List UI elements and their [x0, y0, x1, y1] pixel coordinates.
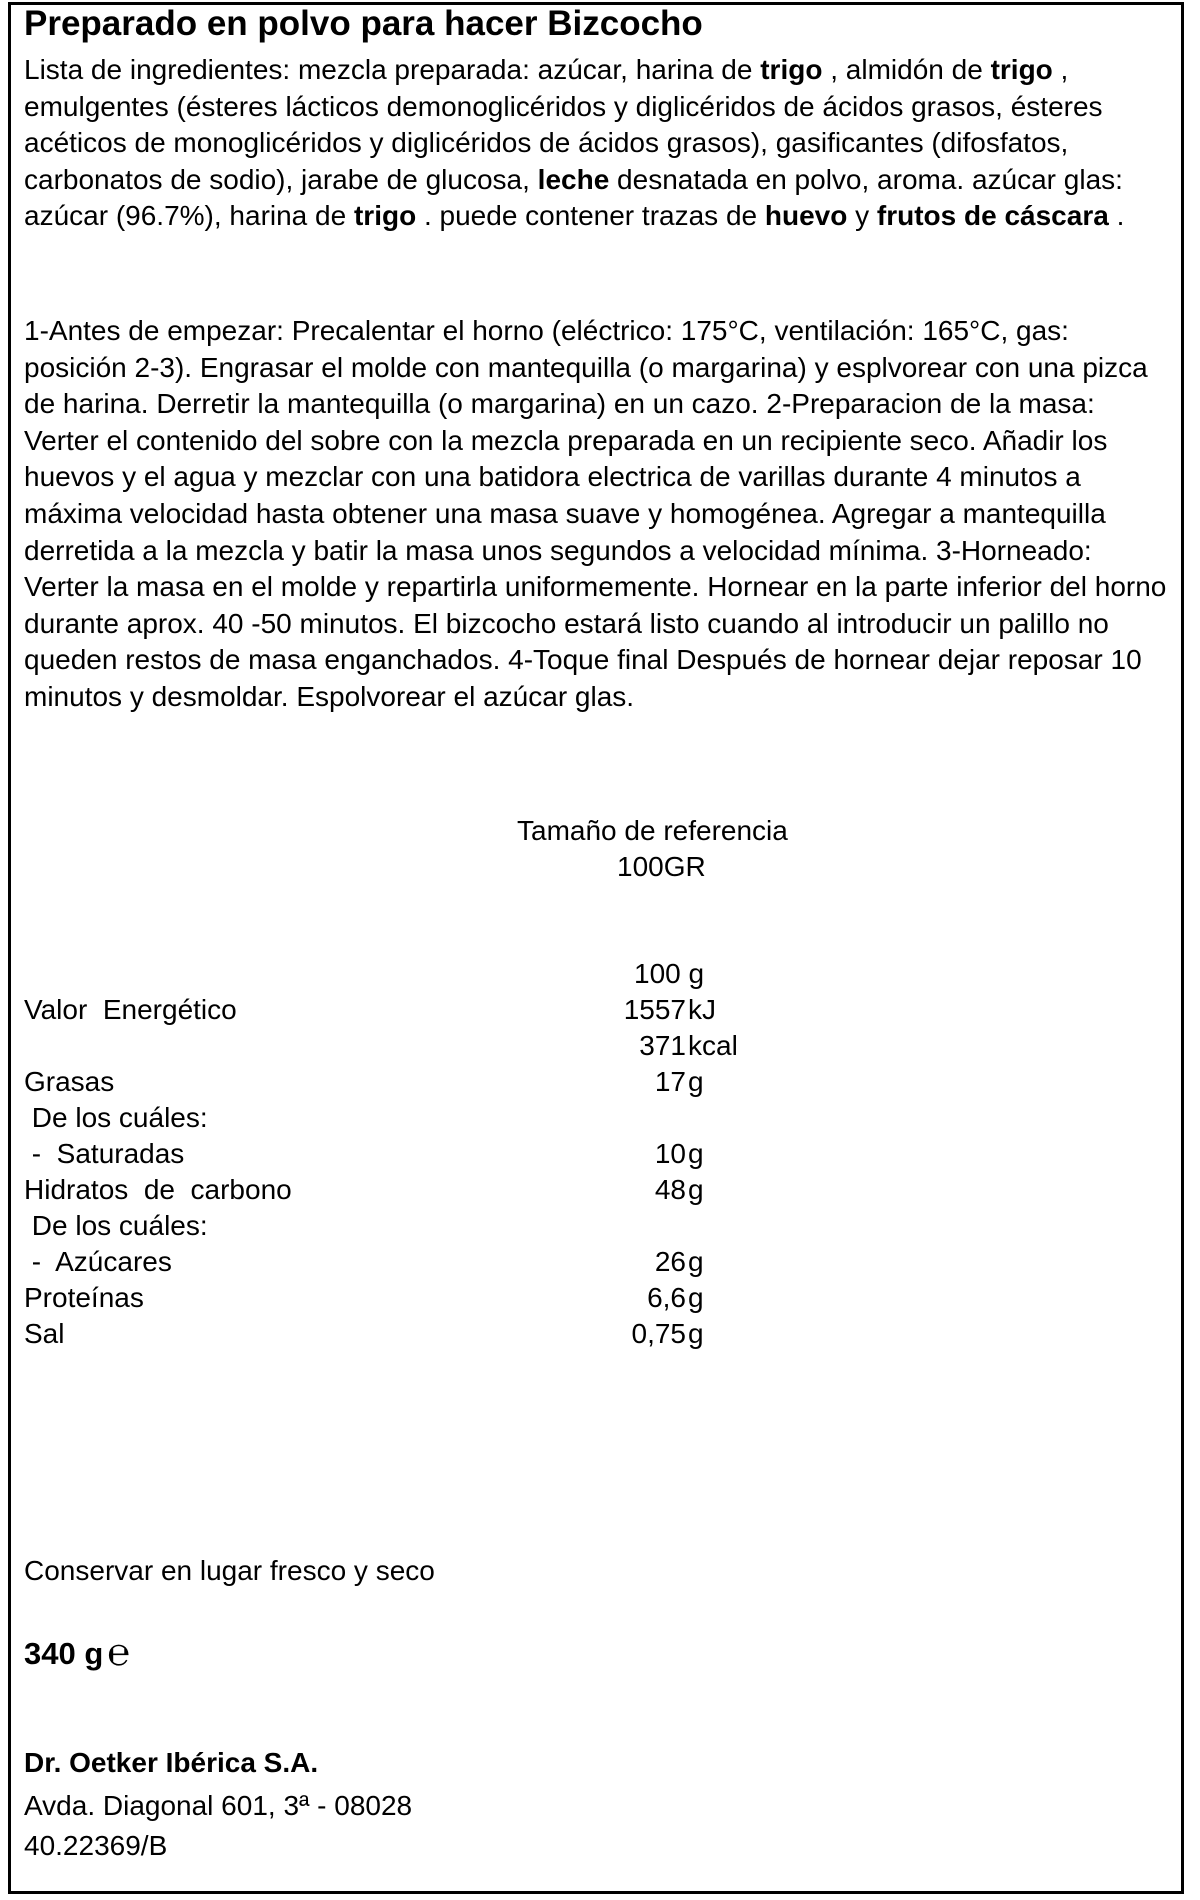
energy-kcal-unit: kcal [688, 1030, 738, 1061]
reference-size-value: 100GR [617, 851, 706, 882]
ingredient-text: , almidón de [822, 54, 991, 85]
allergen-highlight: frutos de cáscara [876, 200, 1109, 232]
product-title: Preparado en polvo para hacer Bizcocho [24, 4, 703, 43]
nutrition-column-header: 100 g [634, 958, 705, 989]
nutrient-value-saturadas: 10 [654, 1138, 686, 1169]
net-weight-value: 340 g [24, 1636, 104, 1671]
ingredient-text: , emulgentes (ésteres lácticos demonoglicéridos y diglicéridos de ácidos grasos, ésteres acéticos de monoglicéridos y diglicéridos de ácidos grasos), gasificantes (difosfatos, carbonatos de sodio), jarabe de glucosa, [24, 54, 1103, 195]
nutrient-value-sal: 0,75 [631, 1318, 686, 1349]
manufacturer-address: Avda. Diagonal 601, 3ª - 08028 [24, 1790, 413, 1821]
allergen-highlight: trigo [760, 54, 823, 85]
nutrient-value-hidratos: 48 [654, 1174, 686, 1205]
label-border [8, 2, 1184, 1894]
ingredient-text: . puede contener trazas de [416, 200, 765, 232]
allergen-highlight: trigo [990, 54, 1053, 85]
nutrient-value-azucares: 26 [654, 1246, 686, 1277]
nutrient-value-proteinas: 6,6 [647, 1282, 686, 1313]
allergen-highlight: leche [537, 163, 610, 195]
ingredient-text: . [1108, 200, 1125, 232]
nutrient-label-saturadas: - Saturadas [24, 1138, 185, 1169]
nutrient-unit-azucares: g [688, 1246, 704, 1277]
energy-kj-value: 1557 [623, 994, 686, 1025]
nutrient-value-grasas: 17 [654, 1066, 686, 1097]
energy-kj-unit: kJ [688, 994, 716, 1025]
manufacturer-name: Dr. Oetker Ibérica S.A. [24, 1747, 319, 1778]
nutrient-label-proteinas: Proteínas [24, 1282, 144, 1313]
net-weight [24, 1630, 131, 1674]
energy-label: Valor Energético [24, 994, 237, 1025]
preparation-instructions: 1-Antes de empezar: Precalentar el horno (eléctrico: 175°C, ventilación: 165°C, gas: posición 2-3). Engrasar el molde con mantequilla (o margarina) y esplvorear con una pizca de harina. Derretir la mantequilla (o margarina) en un cazo. 2-Preparacion de la masa: Verter el contenido del sobre con la mezcla preparada en un recipiente seco. Añadir los huevos y el agua y mezclar con una batidora electrica de varillas durante 4 minutos a máxima velocidad hasta obtener una masa suave y homogénea. Agregar a mantequilla derretida a la mezcla y batir la masa unos segundos a velocidad mínima. 3-Horneado: Verter la masa en el molde y repartirla uniformemente. Hornear en la parte inferior del horno durante aprox. 40 -50 minutos. El bizcocho estará listo cuando al introducir un palillo no queden restos de masa enganchados. 4-Toque final Después de hornear dejar reposar 10 minutos y desmoldar. Espolvorear el azúcar glas. [24, 315, 1167, 712]
nutrient-sublabel-grasas: De los cuáles: [24, 1102, 208, 1133]
nutrient-label-azucares: - Azúcares [24, 1246, 172, 1277]
allergen-highlight: huevo [764, 200, 848, 232]
nutrient-unit-proteinas: g [688, 1282, 704, 1313]
nutrient-unit-grasas: g [688, 1066, 704, 1097]
product-code: 40.22369/B [24, 1830, 168, 1861]
energy-kcal-value: 371 [639, 1030, 686, 1061]
nutrient-label-sal: Sal [24, 1318, 65, 1349]
nutrient-unit-sal: g [688, 1318, 704, 1349]
estimate-sign-icon: ℮ [107, 1630, 131, 1674]
nutrient-label-hidratos: Hidratos de carbono [24, 1174, 292, 1205]
ingredient-text: y [847, 200, 877, 232]
storage-instructions: Conservar en lugar fresco y seco [24, 1555, 435, 1586]
reference-size-label: Tamaño de referencia [517, 815, 788, 846]
nutrient-unit-saturadas: g [688, 1138, 704, 1169]
nutrient-sublabel-hidratos: De los cuáles: [24, 1210, 208, 1241]
ingredient-text: desnatada en polvo, aroma. azúcar glas: azúcar (96.7%), harina de [24, 163, 1123, 232]
nutrient-unit-hidratos: g [688, 1174, 704, 1205]
allergen-highlight: trigo [353, 200, 417, 232]
ingredient-text: Lista de ingredientes: mezcla preparada: azúcar, harina de [24, 54, 761, 85]
nutrient-label-grasas: Grasas [24, 1066, 115, 1097]
ingredients-list [24, 52, 1174, 235]
